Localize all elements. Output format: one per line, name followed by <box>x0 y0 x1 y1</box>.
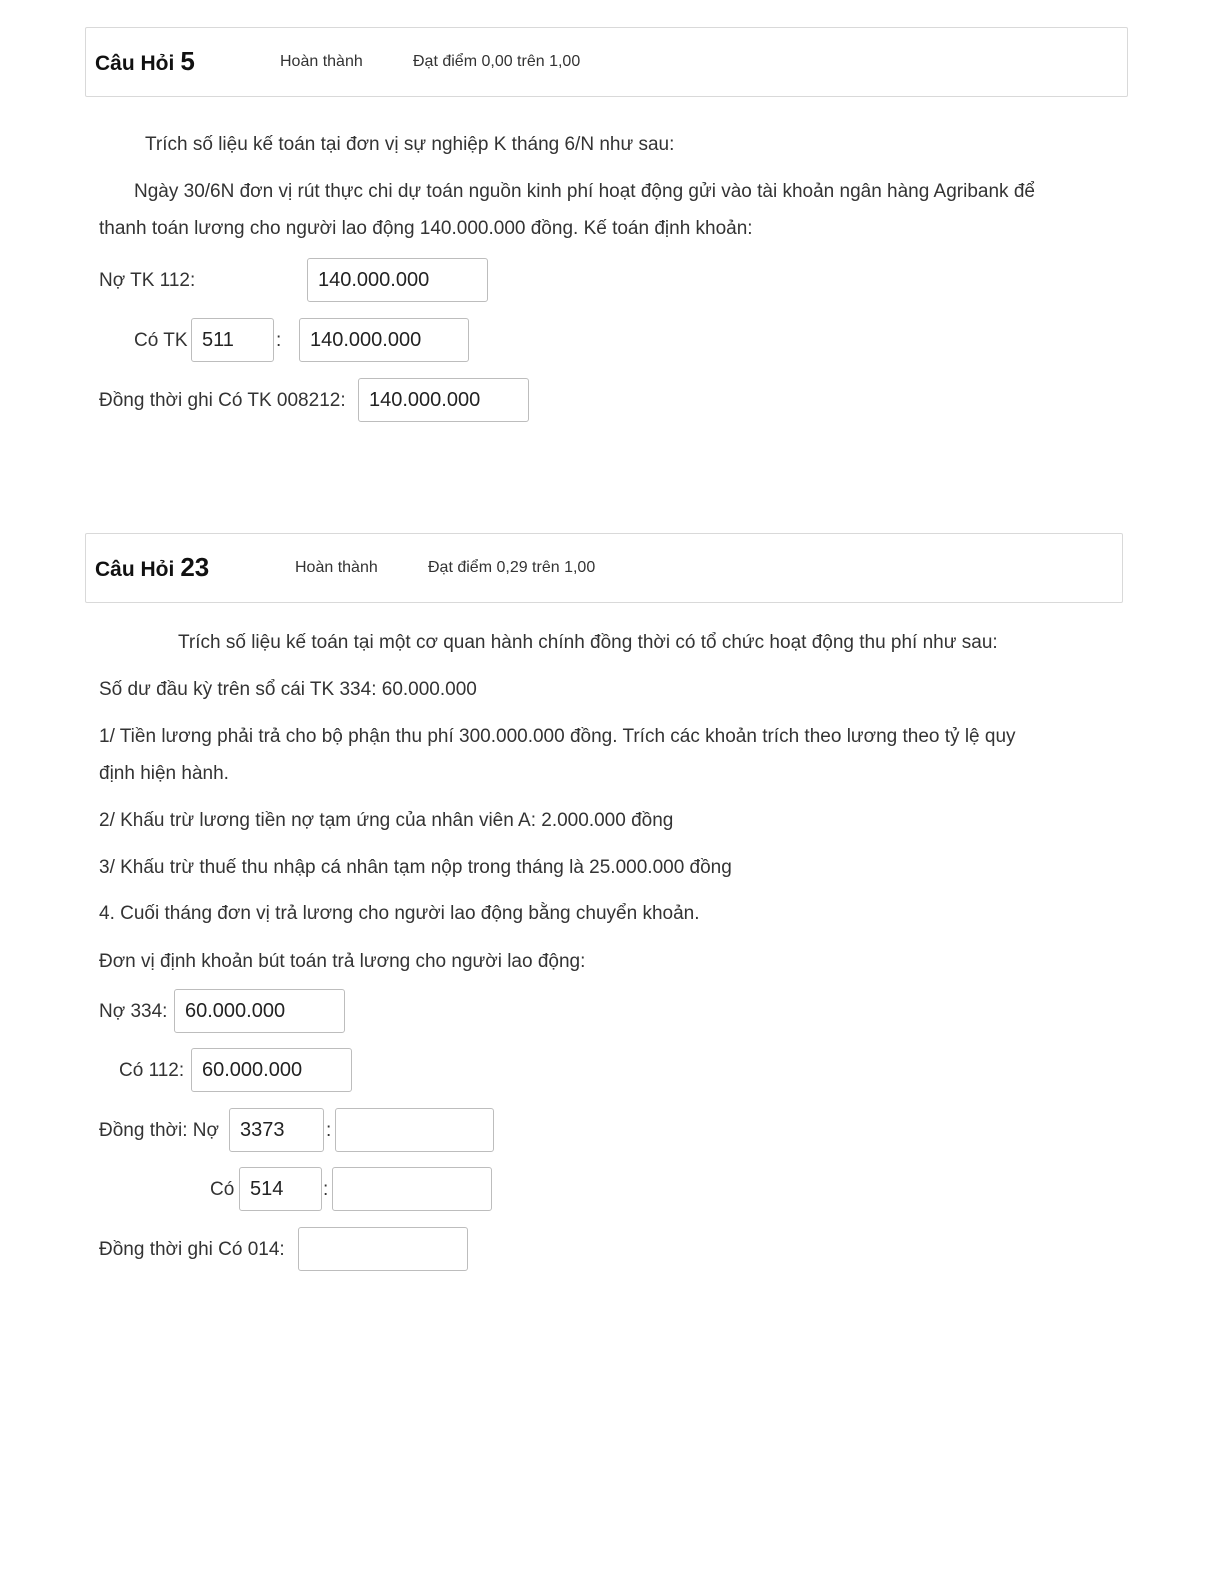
q23-item-1-line-1: 1/ Tiền lương phải trả cho bộ phận thu phí 300.000.000 đồng. Trích các khoản trích theo lương theo tỷ lệ quy <box>99 726 1016 747</box>
q5-co-account-input[interactable] <box>191 318 274 362</box>
q23-co-account-input[interactable] <box>239 1167 322 1211</box>
q5-paragraph-line-2: thanh toán lương cho người lao động 140.000.000 đồng. Kế toán định khoản: <box>99 218 753 239</box>
q23-item-3: 3/ Khấu trừ thuế thu nhập cá nhân tạm nộp trong tháng là 25.000.000 đồng <box>99 857 732 878</box>
q5-dongthoi-label: Đồng thời ghi Có TK 008212: <box>99 390 346 411</box>
q23-intro: Trích số liệu kế toán tại một cơ quan hành chính đồng thời có tổ chức hoạt động thu phí như sau: <box>178 632 998 653</box>
q5-intro: Trích số liệu kế toán tại đơn vị sự nghiệp K tháng 6/N như sau: <box>145 134 675 155</box>
q5-paragraph-line-1: Ngày 30/6N đơn vị rút thực chi dự toán nguồn kinh phí hoạt động gửi vào tài khoản ngân hàng Agribank để <box>134 181 1035 202</box>
question-grade: Đạt điểm 0,00 trên 1,00 <box>413 53 581 70</box>
q5-dongthoi-amount-input[interactable] <box>358 378 529 422</box>
question-title: Câu Hỏi 5 <box>95 46 195 76</box>
question-grade: Đạt điểm 0,29 trên 1,00 <box>428 559 596 576</box>
q23-opening-balance: Số dư đầu kỳ trên sổ cái TK 334: 60.000.000 <box>99 679 477 700</box>
q5-colon: : <box>276 330 282 351</box>
q23-dongthoi-no-account-input[interactable] <box>229 1108 324 1152</box>
q23-item-1-line-2: định hiện hành. <box>99 763 229 784</box>
q5-no-label: Nợ TK 112: <box>99 270 196 291</box>
q23-co-label: Có <box>210 1179 235 1200</box>
question-state: Hoàn thành <box>295 559 378 576</box>
question-5-header <box>85 27 1128 97</box>
q23-colon: : <box>326 1120 332 1141</box>
question-number: 5 <box>180 46 195 76</box>
q23-dongthoi-no-label: Đồng thời: Nợ <box>99 1120 219 1141</box>
q23-colon: : <box>323 1179 329 1200</box>
question-number: 23 <box>180 552 210 582</box>
question-state: Hoàn thành <box>280 53 363 70</box>
q23-ghico014-label: Đồng thời ghi Có 014: <box>99 1239 285 1260</box>
q23-ghico014-amount-input[interactable] <box>298 1227 468 1271</box>
q23-co112-amount-input[interactable] <box>191 1048 352 1092</box>
q23-co112-label: Có 112: <box>119 1060 185 1081</box>
q23-no334-amount-input[interactable] <box>174 989 345 1033</box>
q23-item-4: 4. Cuối tháng đơn vị trả lương cho người lao động bằng chuyển khoản. <box>99 903 700 924</box>
q5-co-amount-input[interactable] <box>299 318 469 362</box>
q23-dongthoi-no-amount-input[interactable] <box>335 1108 494 1152</box>
q23-co-amount-input[interactable] <box>332 1167 492 1211</box>
q23-item-2: 2/ Khấu trừ lương tiền nợ tạm ứng của nhân viên A: 2.000.000 đồng <box>99 810 674 831</box>
question-23-header <box>85 533 1123 603</box>
question-title: Câu Hỏi 23 <box>95 552 210 582</box>
q5-co-label: Có TK <box>134 330 188 351</box>
q23-instruction: Đơn vị định khoản bút toán trả lương cho người lao động: <box>99 951 586 972</box>
q5-no-amount-input[interactable] <box>307 258 488 302</box>
q23-no334-label: Nợ 334: <box>99 1001 168 1022</box>
